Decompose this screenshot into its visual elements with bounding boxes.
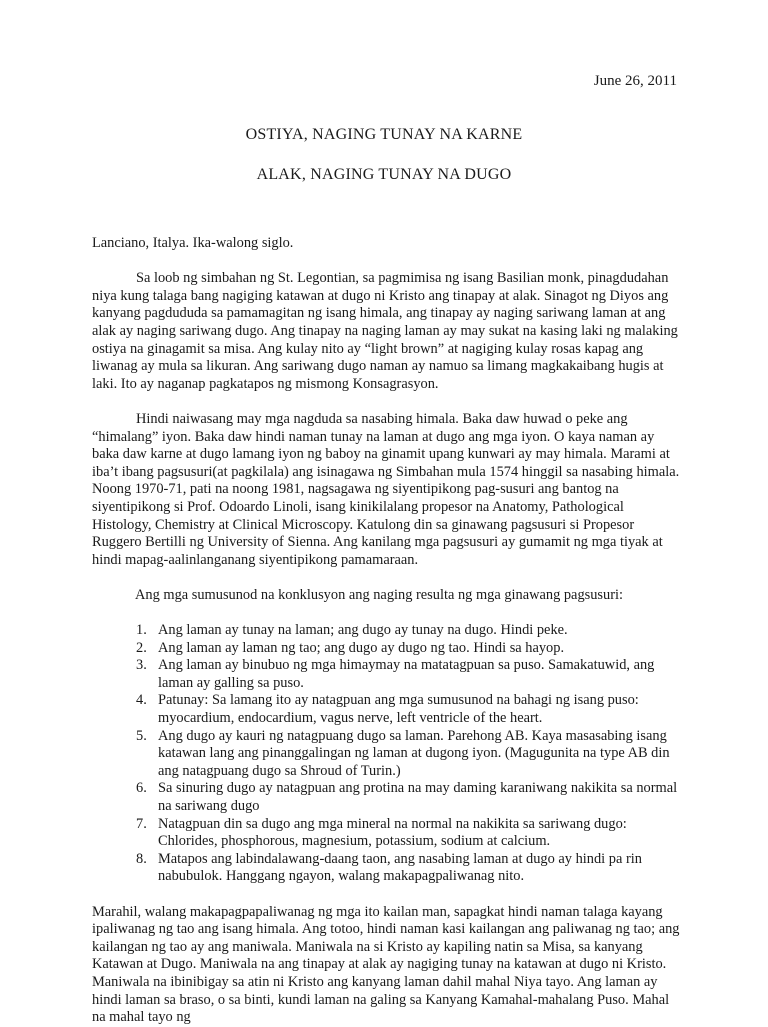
list-item bbox=[92, 780, 682, 815]
list-item-number: 2. bbox=[136, 639, 147, 656]
list-item bbox=[92, 728, 682, 781]
list-item bbox=[92, 851, 682, 886]
list-item bbox=[92, 640, 682, 658]
list-intro: Ang mga sumusunod na konklusyon ang naging resulta ng mga ginawang pagsusuri: bbox=[135, 586, 624, 603]
conclusions-list bbox=[92, 622, 682, 886]
list-item-number: 8. bbox=[136, 850, 147, 867]
list-item-number: 4. bbox=[136, 692, 147, 709]
list-item-text: Ang dugo ay kauri ng natagpuang dugo sa laman. Parehong AB. Kaya masasabing isang katawan lang ang pinanggalingan ng laman at dugong iyon. (Magugunita na type AB din ang natagpuang dugo sa Shroud of Turin.) bbox=[158, 727, 670, 779]
list-item-text: Ang laman ay tunay na laman; ang dugo ay tunay na dugo. Hindi peke. bbox=[158, 622, 568, 639]
list-item-text: Patunay: Sa lamang ito ay natagpuan ang mga sumusunod na bahagi ng isang puso: myocardium, endocardium, vagus nerve, left ventricle of the heart. bbox=[158, 692, 639, 727]
document-title-2: ALAK, NAGING TUNAY NA DUGO bbox=[256, 166, 512, 183]
list-item bbox=[92, 622, 682, 640]
list-item-number: 3. bbox=[136, 657, 147, 674]
paragraph-1: Sa loob ng simbahan ng St. Legontian, sa pagmimisa ng isang Basilian monk, pinagdudahan niya kung talaga bang nagiging katawan at dugo ni Kristo ang tinapay at alak. Sinagot ng Diyos ang kanyang pagdududa sa pamamagitan ng isang himala, ang tinapay ay naging sariwang laman at ang alak ay naging sariwang dugo. Ang tinapay na naging laman ay may sukat na kasing laki ng malaking ostiya na ginagamit sa misa. Ang kulay nito ay “light brown” at nagiging kulay rosas kapag ang liwanag ay mula sa likuran. Ang sariwang dugo naman ay namuo sa limang magkakaibang hugis at laki. Ito ay naganap pagkatapos ng mismong Konsagrasyon. bbox=[92, 270, 678, 392]
list-item-text: Ang laman ay laman ng tao; ang dugo ay dugo ng tao. Hindi sa hayop. bbox=[158, 639, 565, 656]
list-item-number: 6. bbox=[136, 780, 147, 797]
list-item-text: Ang laman ay binubuo ng mga himaymay na matatagpuan sa puso. Samakatuwid, ang laman ay galling sa puso. bbox=[158, 657, 655, 691]
list-item-text: Natagpuan din sa dugo ang mga mineral na normal na nakikita sa sariwang dugo: Chlorides, phosphorous, magnesium, potassium, sodium at calcium. bbox=[158, 815, 627, 850]
paragraph-3: Marahil, walang makapagpapaliwanag ng mga ito kailan man, sapagkat hindi naman talaga kayang ipaliwanag ng tao ang isang himala. Ang totoo, hindi naman kasi kailangan ang paliwanag ng tao; ang kailangan ng tao ay ang maniwala. Maniwala na si Kristo ay kapiling natin sa Misa, sa kanyang Katawan at Dugo. Maniwala na ang tinapay at alak ay nagiging tunay na katawan at dugo ni Kristo. Maniwala na ibinibigay sa atin ni Kristo ang kanyang laman dahil mahal Niya tayo. Ang laman ay hindi laman sa braso, o sa binti, kundi laman na galing sa Kanyang Kamahal-mahalang Puso. Mahal na mahal tayo ng bbox=[92, 903, 680, 1026]
list-item-text: Matapos ang labindalawang-daang taon, ang nasabing laman at dugo ay hindi pa rin nabubulok. Hanggang ngayon, walang makapagpaliwanag nito. bbox=[158, 850, 642, 885]
list-item-number: 5. bbox=[136, 727, 147, 744]
list-item bbox=[92, 657, 682, 692]
document-title-1: OSTIYA, NAGING TUNAY NA KARNE bbox=[245, 126, 523, 143]
list-item-number: 1. bbox=[136, 622, 147, 639]
list-item-number: 7. bbox=[136, 815, 147, 832]
document-date: June 26, 2011 bbox=[593, 73, 677, 89]
place-line: Lanciano, Italya. Ika-walong siglo. bbox=[92, 235, 294, 251]
document-body bbox=[92, 235, 682, 1027]
list-item-text: Sa sinuring dugo ay natagpuan ang protina na may daming karaniwang nakikita sa normal na sariwang dugo bbox=[158, 780, 678, 814]
paragraph-2: Hindi naiwasang may mga nagduda sa nasabing himala. Baka daw huwad o peke ang “himalang” iyon. Baka daw hindi naman tunay na laman at dugo ang mga iyon. O kaya naman ay baka daw karne at dugo lamang iyon ng baboy na ginamit upang kunwari ay may himala. Marami at iba’t ibang pagsusuri(at pagkilala) ang isinagawa ng Simbahan mula 1574 hinggil sa nasabing himala. Noong 1970-71, pati na noong 1981, nagsagawa ng siyentipikong pag-susuri ang bantog na siyentipikong si Prof. Odoardo Linoli, isang kinikilalang propesor na Anatomy, Pathological Histology, Chemistry at Clinical Microscopy. Katulong din sa ginawang pagsusuri si Propesor Ruggero Bertilli ng University of Sienna. Ang kanilang mga pagsusuri ay gumamit ng mga tiyak at hindi mapag-aalinlanganang siyentipikong pamamaraan. bbox=[92, 410, 680, 568]
list-item bbox=[92, 816, 682, 851]
list-item bbox=[92, 692, 682, 727]
